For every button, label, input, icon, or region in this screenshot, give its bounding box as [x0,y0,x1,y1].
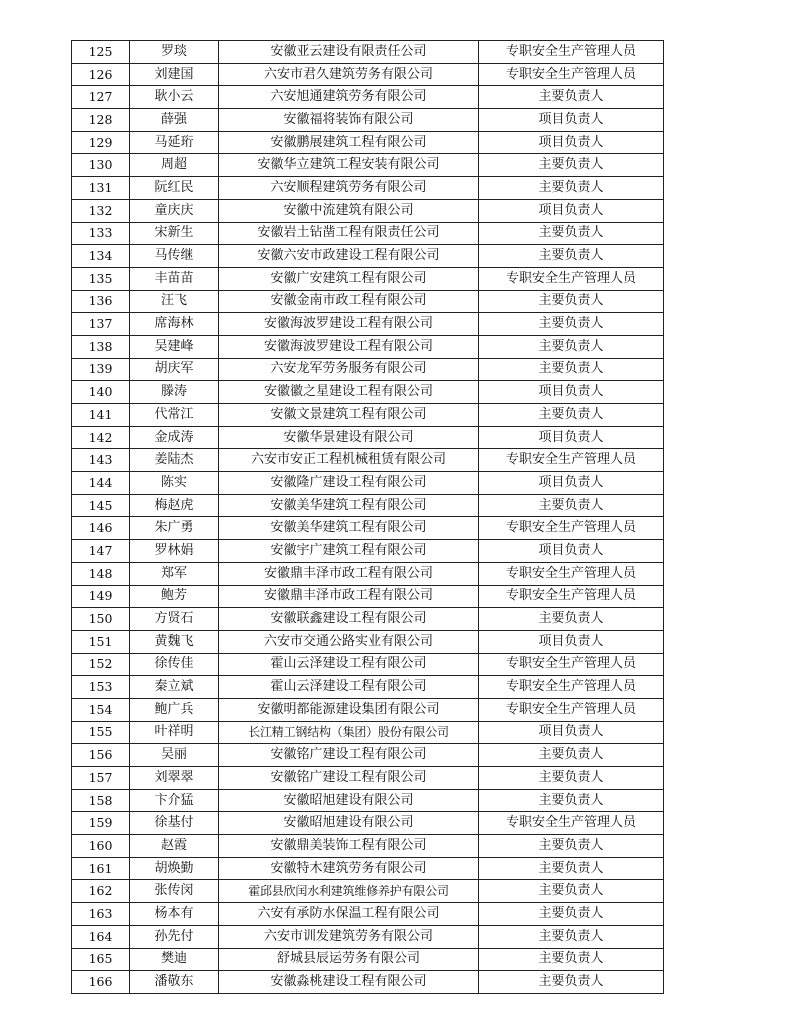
position-cell: 项目负责人 [479,721,664,744]
person-name-cell: 阮红民 [130,177,219,200]
position-cell: 项目负责人 [479,131,664,154]
position-cell: 主要负责人 [479,290,664,313]
position-cell: 专职安全生产管理人员 [479,267,664,290]
person-name-cell: 秦立斌 [130,676,219,699]
personnel-list-page [71,40,663,994]
position-cell: 项目负责人 [479,381,664,404]
company-name-cell: 安徽文景建筑工程有限公司 [219,404,479,427]
person-name-cell: 梅赵虎 [130,494,219,517]
position-cell: 专职安全生产管理人员 [479,585,664,608]
row-number-cell: 165 [72,948,130,971]
table-row [72,517,664,540]
row-number-cell: 153 [72,676,130,699]
person-name-cell: 张传闵 [130,880,219,903]
company-name-cell: 六安市交通公路实业有限公司 [219,630,479,653]
person-name-cell: 陈实 [130,472,219,495]
company-name-cell: 安徽特木建筑劳务有限公司 [219,857,479,880]
person-name-cell: 潘敬东 [130,971,219,994]
person-name-cell: 汪飞 [130,290,219,313]
table-row [72,154,664,177]
row-number-cell: 143 [72,449,130,472]
person-name-cell: 刘翠翠 [130,767,219,790]
position-cell: 主要负责人 [479,835,664,858]
table-row [72,335,664,358]
table-row [72,267,664,290]
person-name-cell: 杨本有 [130,903,219,926]
person-name-cell: 卞介猛 [130,789,219,812]
position-cell: 主要负责人 [479,154,664,177]
row-number-cell: 141 [72,404,130,427]
position-cell: 专职安全生产管理人员 [479,63,664,86]
row-number-cell: 148 [72,562,130,585]
person-name-cell: 罗琰 [130,41,219,64]
row-number-cell: 128 [72,109,130,132]
table-row [72,903,664,926]
row-number-cell: 158 [72,789,130,812]
row-number-cell: 152 [72,653,130,676]
person-name-cell: 鲍芳 [130,585,219,608]
table-row [72,449,664,472]
row-number-cell: 166 [72,971,130,994]
company-name-cell: 安徽鼎丰泽市政工程有限公司 [219,585,479,608]
row-number-cell: 147 [72,540,130,563]
table-row [72,971,664,994]
position-cell: 专职安全生产管理人员 [479,449,664,472]
company-name-cell: 六安市安正工程机械租赁有限公司 [219,449,479,472]
position-cell: 主要负责人 [479,608,664,631]
row-number-cell: 156 [72,744,130,767]
company-name-cell: 安徽昭旭建设有限公司 [219,789,479,812]
table-row [72,835,664,858]
person-name-cell: 叶祥明 [130,721,219,744]
company-name-cell: 安徽铭广建设工程有限公司 [219,767,479,790]
position-cell: 主要负责人 [479,222,664,245]
person-name-cell: 童庆庆 [130,199,219,222]
company-name-cell: 六安顺程建筑劳务有限公司 [219,177,479,200]
company-name-cell: 安徽岩土钻凿工程有限责任公司 [219,222,479,245]
position-cell: 主要负责人 [479,86,664,109]
person-name-cell: 郑军 [130,562,219,585]
row-number-cell: 133 [72,222,130,245]
position-cell: 主要负责人 [479,313,664,336]
table-row [72,812,664,835]
position-cell: 主要负责人 [479,948,664,971]
row-number-cell: 162 [72,880,130,903]
row-number-cell: 161 [72,857,130,880]
position-cell: 主要负责人 [479,857,664,880]
row-number-cell: 126 [72,63,130,86]
row-number-cell: 130 [72,154,130,177]
company-name-cell: 霍山云泽建设工程有限公司 [219,676,479,699]
company-name-cell: 安徽联鑫建设工程有限公司 [219,608,479,631]
position-cell: 专职安全生产管理人员 [479,676,664,699]
table-row [72,925,664,948]
company-name-cell: 安徽铭广建设工程有限公司 [219,744,479,767]
person-name-cell: 宋新生 [130,222,219,245]
person-name-cell: 吴丽 [130,744,219,767]
table-row [72,290,664,313]
company-name-cell: 六安龙军劳务服务有限公司 [219,358,479,381]
company-name-cell: 六安有承防水保温工程有限公司 [219,903,479,926]
person-name-cell: 樊迪 [130,948,219,971]
person-name-cell: 胡庆军 [130,358,219,381]
table-row [72,222,664,245]
company-name-cell: 六安市君久建筑劳务有限公司 [219,63,479,86]
position-cell: 主要负责人 [479,404,664,427]
row-number-cell: 155 [72,721,130,744]
person-name-cell: 徐基付 [130,812,219,835]
position-cell: 主要负责人 [479,245,664,268]
person-name-cell: 鲍广兵 [130,698,219,721]
row-number-cell: 151 [72,630,130,653]
position-cell: 项目负责人 [479,472,664,495]
position-cell: 专职安全生产管理人员 [479,812,664,835]
person-name-cell: 丰苗苗 [130,267,219,290]
table-row [72,857,664,880]
company-name-cell: 安徽金南市政工程有限公司 [219,290,479,313]
company-name-cell: 安徽明都能源建设集团有限公司 [219,698,479,721]
row-number-cell: 129 [72,131,130,154]
person-name-cell: 罗林娟 [130,540,219,563]
row-number-cell: 144 [72,472,130,495]
table-row [72,608,664,631]
table-row [72,721,664,744]
person-name-cell: 席海林 [130,313,219,336]
row-number-cell: 125 [72,41,130,64]
table-row [72,698,664,721]
row-number-cell: 140 [72,381,130,404]
company-name-cell: 安徽淼桃建设工程有限公司 [219,971,479,994]
row-number-cell: 135 [72,267,130,290]
position-cell: 项目负责人 [479,540,664,563]
row-number-cell: 150 [72,608,130,631]
company-name-cell: 安徽海波罗建设工程有限公司 [219,313,479,336]
table-row [72,358,664,381]
row-number-cell: 154 [72,698,130,721]
person-name-cell: 胡焕勤 [130,857,219,880]
table-row [72,41,664,64]
person-name-cell: 马传继 [130,245,219,268]
table-row [72,245,664,268]
table-row [72,86,664,109]
person-name-cell: 薛强 [130,109,219,132]
position-cell: 主要负责人 [479,789,664,812]
company-name-cell: 长江精工钢结构（集团）股份有限公司 [219,721,479,744]
position-cell: 主要负责人 [479,971,664,994]
company-name-cell: 安徽华立建筑工程安装有限公司 [219,154,479,177]
company-name-cell: 六安市训发建筑劳务有限公司 [219,925,479,948]
row-number-cell: 132 [72,199,130,222]
company-name-cell: 安徽徽之星建设工程有限公司 [219,381,479,404]
row-number-cell: 137 [72,313,130,336]
company-name-cell: 安徽昭旭建设有限公司 [219,812,479,835]
position-cell: 主要负责人 [479,903,664,926]
person-name-cell: 滕涛 [130,381,219,404]
company-name-cell: 安徽亚云建设有限责任公司 [219,41,479,64]
row-number-cell: 138 [72,335,130,358]
row-number-cell: 163 [72,903,130,926]
table-row [72,789,664,812]
row-number-cell: 136 [72,290,130,313]
personnel-table [71,40,664,994]
table-row [72,880,664,903]
table-row [72,313,664,336]
person-name-cell: 赵霞 [130,835,219,858]
company-name-cell: 安徽宇广建筑工程有限公司 [219,540,479,563]
position-cell: 主要负责人 [479,925,664,948]
position-cell: 专职安全生产管理人员 [479,698,664,721]
table-row [72,767,664,790]
company-name-cell: 安徽美华建筑工程有限公司 [219,517,479,540]
person-name-cell: 徐传佳 [130,653,219,676]
person-name-cell: 孙先付 [130,925,219,948]
position-cell: 主要负责人 [479,177,664,200]
position-cell: 主要负责人 [479,767,664,790]
company-name-cell: 安徽海波罗建设工程有限公司 [219,335,479,358]
person-name-cell: 朱广勇 [130,517,219,540]
company-name-cell: 安徽广安建筑工程有限公司 [219,267,479,290]
position-cell: 专职安全生产管理人员 [479,653,664,676]
position-cell: 主要负责人 [479,358,664,381]
person-name-cell: 刘建国 [130,63,219,86]
company-name-cell: 安徽华景建设有限公司 [219,426,479,449]
person-name-cell: 姜陆杰 [130,449,219,472]
table-row [72,676,664,699]
company-name-cell: 安徽六安市政建设工程有限公司 [219,245,479,268]
company-name-cell: 霍山云泽建设工程有限公司 [219,653,479,676]
row-number-cell: 134 [72,245,130,268]
company-name-cell: 霍邱县欣闰水利建筑维修养护有限公司 [219,880,479,903]
position-cell: 主要负责人 [479,335,664,358]
company-name-cell: 安徽鼎丰泽市政工程有限公司 [219,562,479,585]
table-row [72,381,664,404]
table-row [72,472,664,495]
position-cell: 项目负责人 [479,199,664,222]
position-cell: 主要负责人 [479,494,664,517]
position-cell: 主要负责人 [479,880,664,903]
person-name-cell: 耿小云 [130,86,219,109]
row-number-cell: 127 [72,86,130,109]
person-name-cell: 吴建峰 [130,335,219,358]
table-row [72,540,664,563]
company-name-cell: 安徽鼎美装饰工程有限公司 [219,835,479,858]
table-row [72,562,664,585]
person-name-cell: 方贤石 [130,608,219,631]
table-row [72,177,664,200]
row-number-cell: 142 [72,426,130,449]
company-name-cell: 六安旭通建筑劳务有限公司 [219,86,479,109]
row-number-cell: 131 [72,177,130,200]
person-name-cell: 马延珩 [130,131,219,154]
table-row [72,131,664,154]
table-row [72,744,664,767]
company-name-cell: 安徽鹏展建筑工程有限公司 [219,131,479,154]
position-cell: 主要负责人 [479,744,664,767]
row-number-cell: 157 [72,767,130,790]
table-row [72,426,664,449]
table-row [72,585,664,608]
table-row [72,948,664,971]
table-row [72,630,664,653]
company-name-cell: 安徽隆广建设工程有限公司 [219,472,479,495]
row-number-cell: 164 [72,925,130,948]
person-name-cell: 金成涛 [130,426,219,449]
company-name-cell: 安徽美华建筑工程有限公司 [219,494,479,517]
company-name-cell: 安徽中流建筑有限公司 [219,199,479,222]
table-row [72,199,664,222]
table-row [72,404,664,427]
position-cell: 专职安全生产管理人员 [479,562,664,585]
position-cell: 项目负责人 [479,426,664,449]
person-name-cell: 代常江 [130,404,219,427]
personnel-table-body [72,41,664,994]
position-cell: 项目负责人 [479,630,664,653]
row-number-cell: 139 [72,358,130,381]
company-name-cell: 舒城县辰运劳务有限公司 [219,948,479,971]
row-number-cell: 149 [72,585,130,608]
row-number-cell: 145 [72,494,130,517]
person-name-cell: 周超 [130,154,219,177]
table-row [72,109,664,132]
person-name-cell: 黄魏飞 [130,630,219,653]
table-row [72,494,664,517]
row-number-cell: 146 [72,517,130,540]
company-name-cell: 安徽福将装饰有限公司 [219,109,479,132]
position-cell: 专职安全生产管理人员 [479,517,664,540]
row-number-cell: 159 [72,812,130,835]
row-number-cell: 160 [72,835,130,858]
position-cell: 专职安全生产管理人员 [479,41,664,64]
table-row [72,653,664,676]
position-cell: 项目负责人 [479,109,664,132]
table-row [72,63,664,86]
